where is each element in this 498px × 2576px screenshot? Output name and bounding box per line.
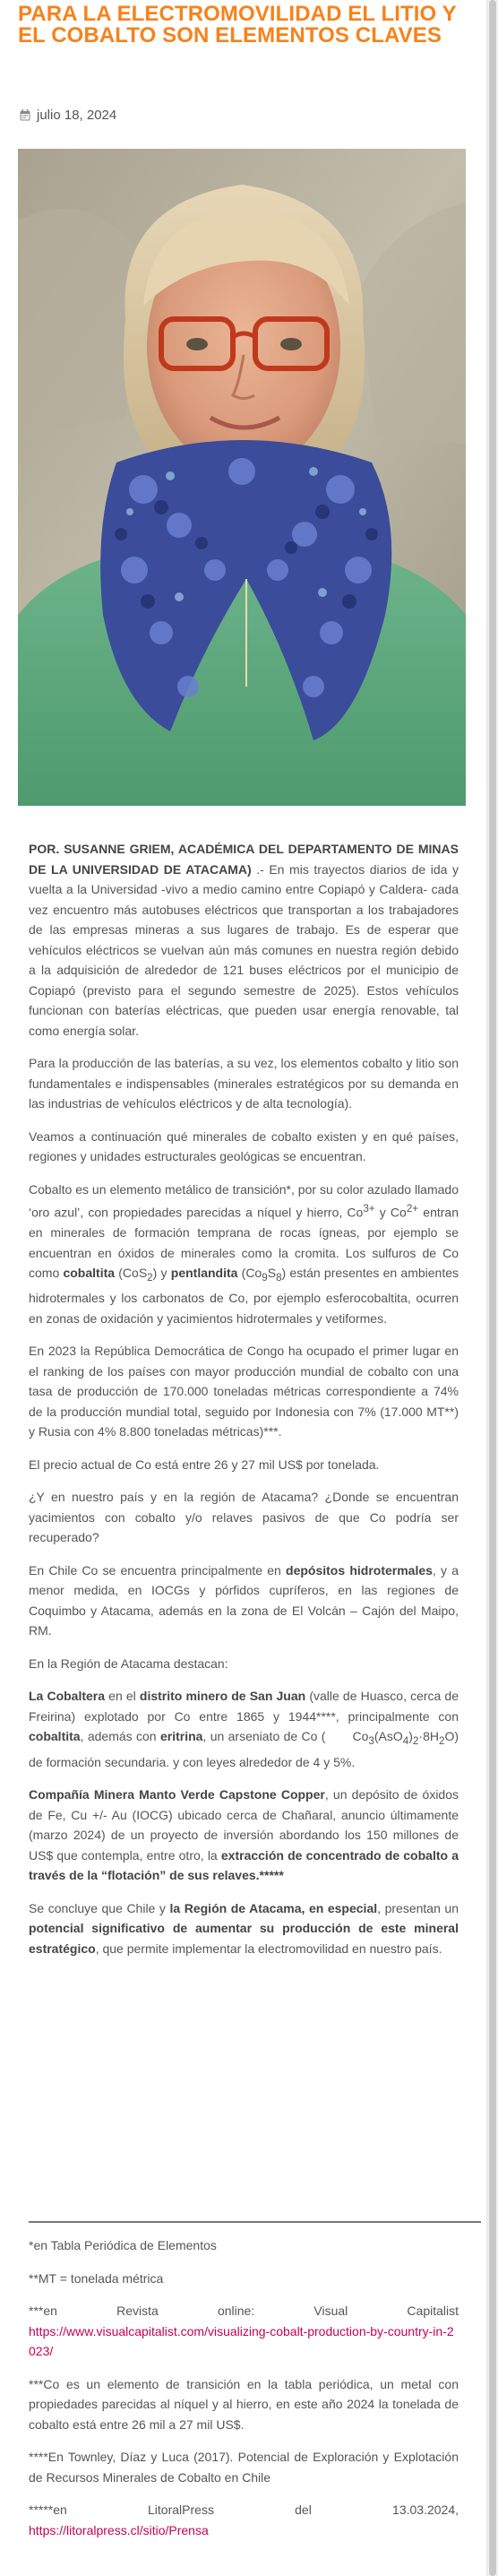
visual-capitalist-link[interactable]: https://www.visualcapitalist.com/visualizing-cobalt-production-by-country-in-2023/ [29,2323,454,2358]
footnote-4: ***Co es un elemento de transición en la tabla periódica, un metal con propiedades parecidas al níquel y al hierro, en este año 2024 la tonelada de cobalto está entre 26 mil a 27 mil US$. [29,2376,459,2432]
litoralpress-link[interactable]: https://litoralpress.cl/sitio/Prensa [29,2522,209,2537]
paragraph-cobalt-element: Cobalto es un elemento metálico de transición*, por su color azulado llamado ‘oro azul’, con propiedades parecidas a níquel y hierro, $Co^{3+}$ y $Co^{2+}$ entran en minerales de formación temprana de rocas ígneas, por ejemplo se encuentran en óxidos de minerales como la cromita. Los sulfuros de Co como cobaltita (CoS$_2$) y pentlandita $(Co_9S_8)$ están presentes en ambientes hidrotermales y los carbonatos de Co, por ejemplo esferocobaltita, ocurren en zonas de oxidación y yacimientos hidrotermales y vetiformes. [29,1181,459,1326]
paragraph-la-cobaltera: La Cobaltera en el distrito minero de San Juan (valle de Huasco, cerca de Freirina) explotado por Co entre 1865 y 1944****, principalmente con cobaltita, además con eritrina, un arseniato de Co ( $Co_3(AsO_4)_2\cdot 8H_2O$) de formación secundaria. y con leyes alrededor de 4 y 5%. [29,1689,459,1769]
footnote-6: *****en LitoralPress del 13.03.2024, https://litoralpress.cl/sitio/Prensa [29,2503,459,2537]
paragraph-conclusion: Se concluye que Chile y la Región de Atacama, en especial, presentan un potencial significativo de aumentar su producción de este mineral estratégico, que permite implementar la electromovilidad en nuestro país. [29,1900,459,1956]
author-byline: POR. SUSANNE GRIEM, ACADÉMICA DEL DEPARTAMENTO DE MINAS DE LA UNIVERSIDAD DE ATACAMA) [29,842,459,877]
footnote-1: *en Tabla Periódica de Elementos [29,2238,217,2252]
vertical-scrollbar[interactable] [486,0,498,2576]
footnote-2: **MT = tonelada métrica [29,2270,164,2286]
paragraph-batteries: Para la producción de las baterías, a su vez, los elementos cobalto y litio son fundamentales e indispensables (minerales estratégicos por su demanda en las industrias de vehículos eléctricos y de alta tecnología). [29,1056,459,1111]
author-portrait-image [18,149,466,806]
footnotes [29,2235,459,2553]
footnotes-divider [29,2221,481,2223]
paragraph-manto-verde: Compañía Minera Manto Verde Capstone Copper, un depósito de óxidos de Fe, Cu +/- Au (IOCG) ubicado cerca de Chañaral, anuncio últimamente (marzo 2024) de un proyecto de inversión abordando los 150 millones de US$ que contempla, entre otro, la extracción de concentrado de cobalto a través de la “flotación” de sus relaves.***** [29,1787,459,1883]
paragraph-question: ¿Y en nuestro país y en la región de Atacama? ¿Donde se encuentran yacimientos con cobalto y/o relaves pasivos de que Co podría ser recuperado? [29,1490,459,1545]
paragraph-intro: POR. SUSANNE GRIEM, ACADÉMICA DEL DEPARTAMENTO DE MINAS DE LA UNIVERSIDAD DE ATACAMA) .- En mis trayectos diarios de ida y vuelta a la Universidad -vivo a medio camino entre Copiapó y Caldera- cada vez encuentro más autobuses eléctricos que transportan a los trabajadores de las empresas mineras a sus lugares de trabajo. Es de esperar que vehículos eléctricos se vuelvan aún más comunes en nuestra región debido a la adquisición de alrededor de 121 buses eléctricos por el municipio de Copiapó (previsto para el segundo semestre de 2025). Estos vehículos funcionan con baterías eléctricas, que pueden usar energía renovable, tal como energía solar. [29,842,459,1038]
date-text: julio 18, 2024 [37,108,117,123]
paragraph-chile: En Chile Co se encuentra principalmente en depósitos hidrotermales, y a menor medida, en IOCGs y pórfidos cupríferos, en las regiones de Coquimbo y Atacama, además en la zona de El Volcán – Cajón del Maipo, RM. [29,1562,459,1638]
footnote-5: ****En Townley, Díaz y Luca (2017). Potencial de Exploración y Explotación de Recursos Minerales de Cobalto en Chile [29,2450,459,2485]
scrollbar-thumb[interactable] [489,0,496,2576]
paragraph-price: El precio actual de Co está entre 26 y 27 mil US$ por tonelada. [29,1457,380,1472]
paragraph-minerals: Veamos a continuación qué minerales de cobalto existen y en qué países, regiones y unidades estructurales geológicas se encuentran. [29,1128,459,1163]
post-date [20,108,116,123]
article-title: PARA LA ELECTROMOVILIDAD EL LITIO Y EL COBALTO SON ELEMENTOS CLAVES [18,2,457,48]
footnote-3: ***en Revista online: Visual Capitalist https://www.visualcapitalist.com/visualizing-cobalt-production-by-country-in-2023/ [29,2304,459,2358]
article-body [29,839,459,1971]
calendar-icon [20,109,30,121]
paragraph-production: En 2023 la República Democrática de Congo ha ocupado el primer lugar en el ranking de los países con mayor producción mundial de cobalto con una tasa de producción de 170.000 toneladas métricas correspondiente a 74% de la producción mundial total, seguido por Indonesia con 7% (17.000 MT**) y Rusia con 4% 8.800 toneladas métricas)***. [29,1344,459,1439]
paragraph-atacama: En la Región de Atacama destacan: [29,1655,228,1671]
